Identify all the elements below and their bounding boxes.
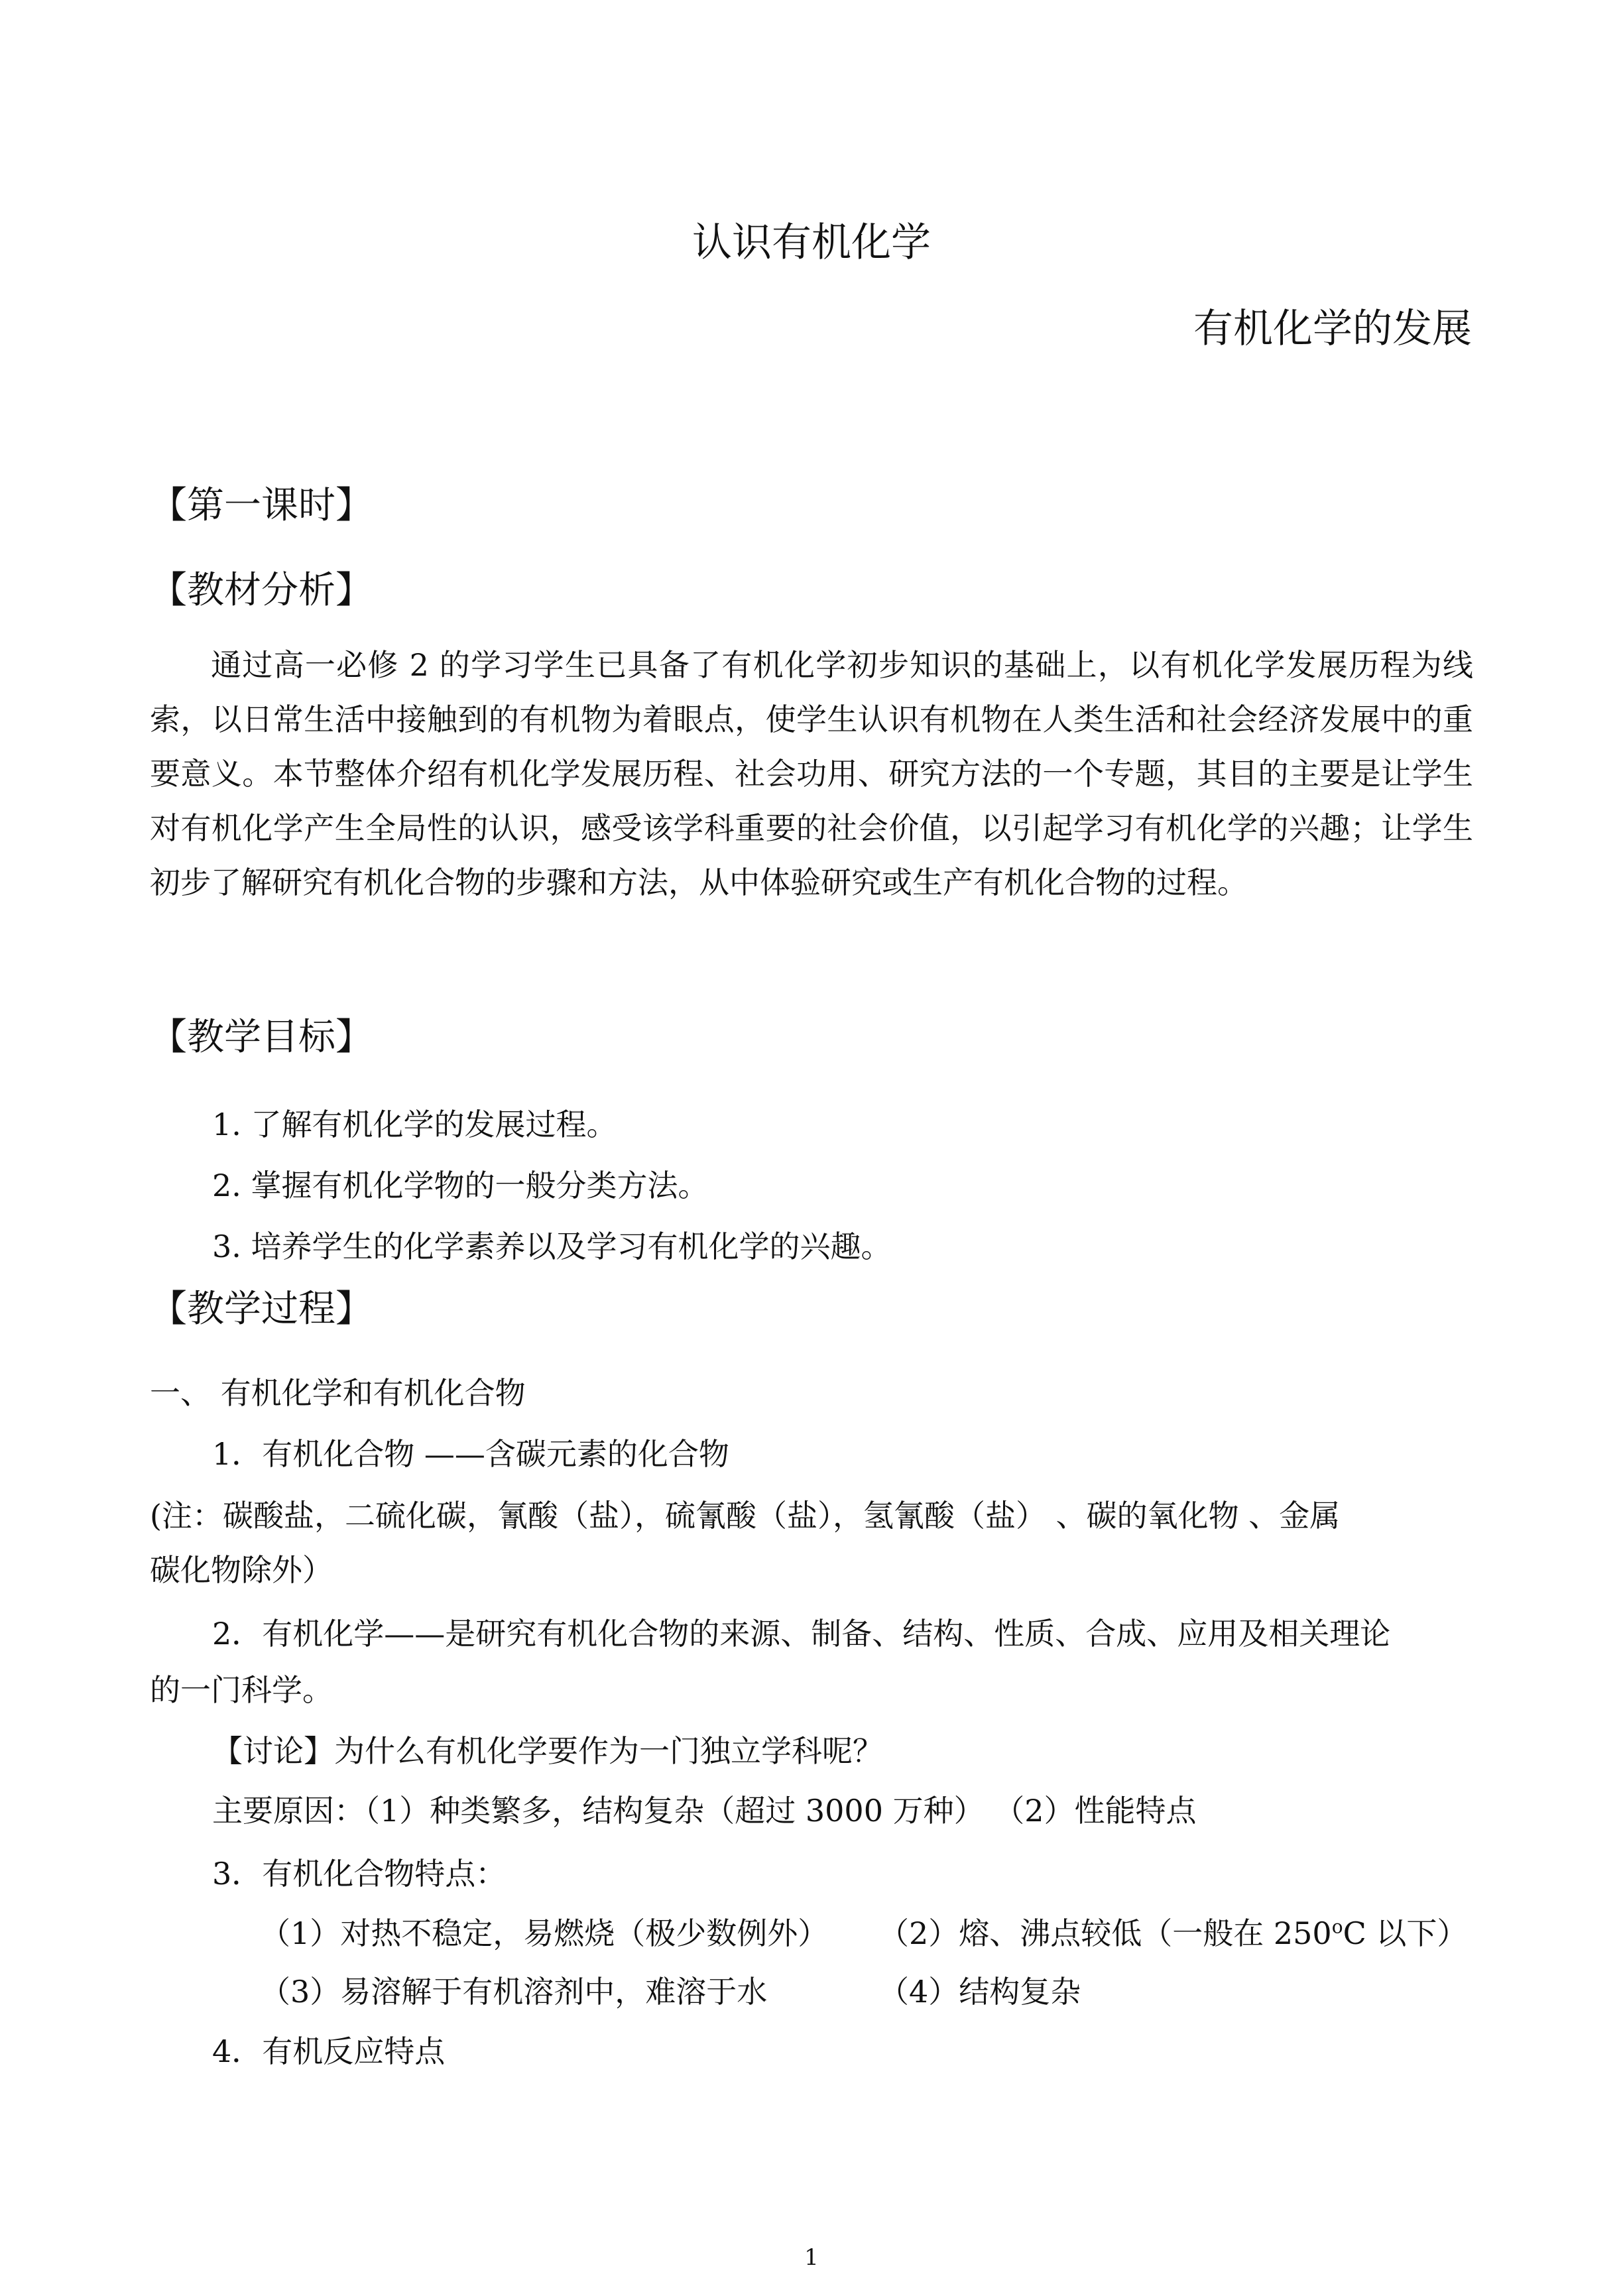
process-item-2-line-1: 2．有机化学——是研究有机化合物的来源、制备、结构、性质、合成、应用及相关理论	[212, 1616, 1391, 1652]
process-feature-2-degree: o	[1331, 1915, 1343, 1938]
objective-item-2: 2. 掌握有机化学物的一般分类方法。	[212, 1168, 709, 1203]
process-item-1: 1．有机化合物 ——含碳元素的化合物	[212, 1436, 729, 1472]
process-item-3: 3．有机化合物特点：	[212, 1856, 507, 1892]
document-subtitle: 有机化学的发展	[1193, 306, 1472, 352]
process-reasons: 主要原因：（1）种类繁多，结构复杂（超过 3000 万种） （2）性能特点	[212, 1793, 1197, 1829]
section-heading-process: 【教学过程】	[150, 1288, 373, 1331]
process-note-line-2: 碳化物除外）	[150, 1552, 333, 1588]
process-item-2-line-2: 的一门科学。	[150, 1672, 333, 1708]
section-heading-lesson: 【第一课时】	[150, 484, 373, 527]
process-item-4: 4．有机反应特点	[212, 2033, 446, 2069]
process-feature-2	[878, 1909, 1467, 1953]
document-title: 认识有机化学	[692, 219, 931, 266]
objective-item-3: 3. 培养学生的化学素养以及学习有机化学的兴趣。	[212, 1229, 892, 1264]
process-note-line-1: (注：碳酸盐，二硫化碳，氰酸（盐），硫氰酸（盐），氢氰酸（盐） 、碳的氧化物 、金属	[150, 1498, 1341, 1534]
process-feature-4: （4）结构复杂	[878, 1974, 1081, 2010]
page-number: 1	[804, 2244, 819, 2271]
process-discussion: 【讨论】为什么有机化学要作为一门独立学科呢？	[212, 1733, 883, 1769]
process-feature-3: （3）易溶解于有机溶剂中，难溶于水	[260, 1974, 768, 2010]
analysis-paragraph: 通过高一必修 2 的学习学生已具备了有机化学初步知识的基础上，以有机化学发展历程为线索，以日常生活中接触到的有机物为着眼点，使学生认识有机物在人类生活和社会经济发展中的重要意义。本节整体介绍有机化学发展历程、社会功用、研究方法的一个专题，其目的主要是让学生对有机化学产生全局性的认识，感受该学科重要的社会价值，以引起学习有机化学的兴趣；让学生初步了解研究有机化合物的步骤和方法，从中体验研究或生产有机化合物的过程。	[150, 647, 1473, 900]
process-feature-2-pre: （2）熔、沸点较低（一般在 250	[878, 1915, 1332, 1951]
objective-item-1: 1. 了解有机化学的发展过程。	[212, 1107, 617, 1142]
process-feature-1: （1）对热不稳定，易燃烧（极少数例外）	[260, 1915, 829, 1951]
process-feature-2-post: C 以下）	[1343, 1915, 1468, 1951]
process-heading-1: 一、 有机化学和有机化合物	[150, 1375, 526, 1411]
section-heading-analysis: 【教材分析】	[150, 569, 373, 612]
section-heading-objectives: 【教学目标】	[150, 1016, 373, 1059]
